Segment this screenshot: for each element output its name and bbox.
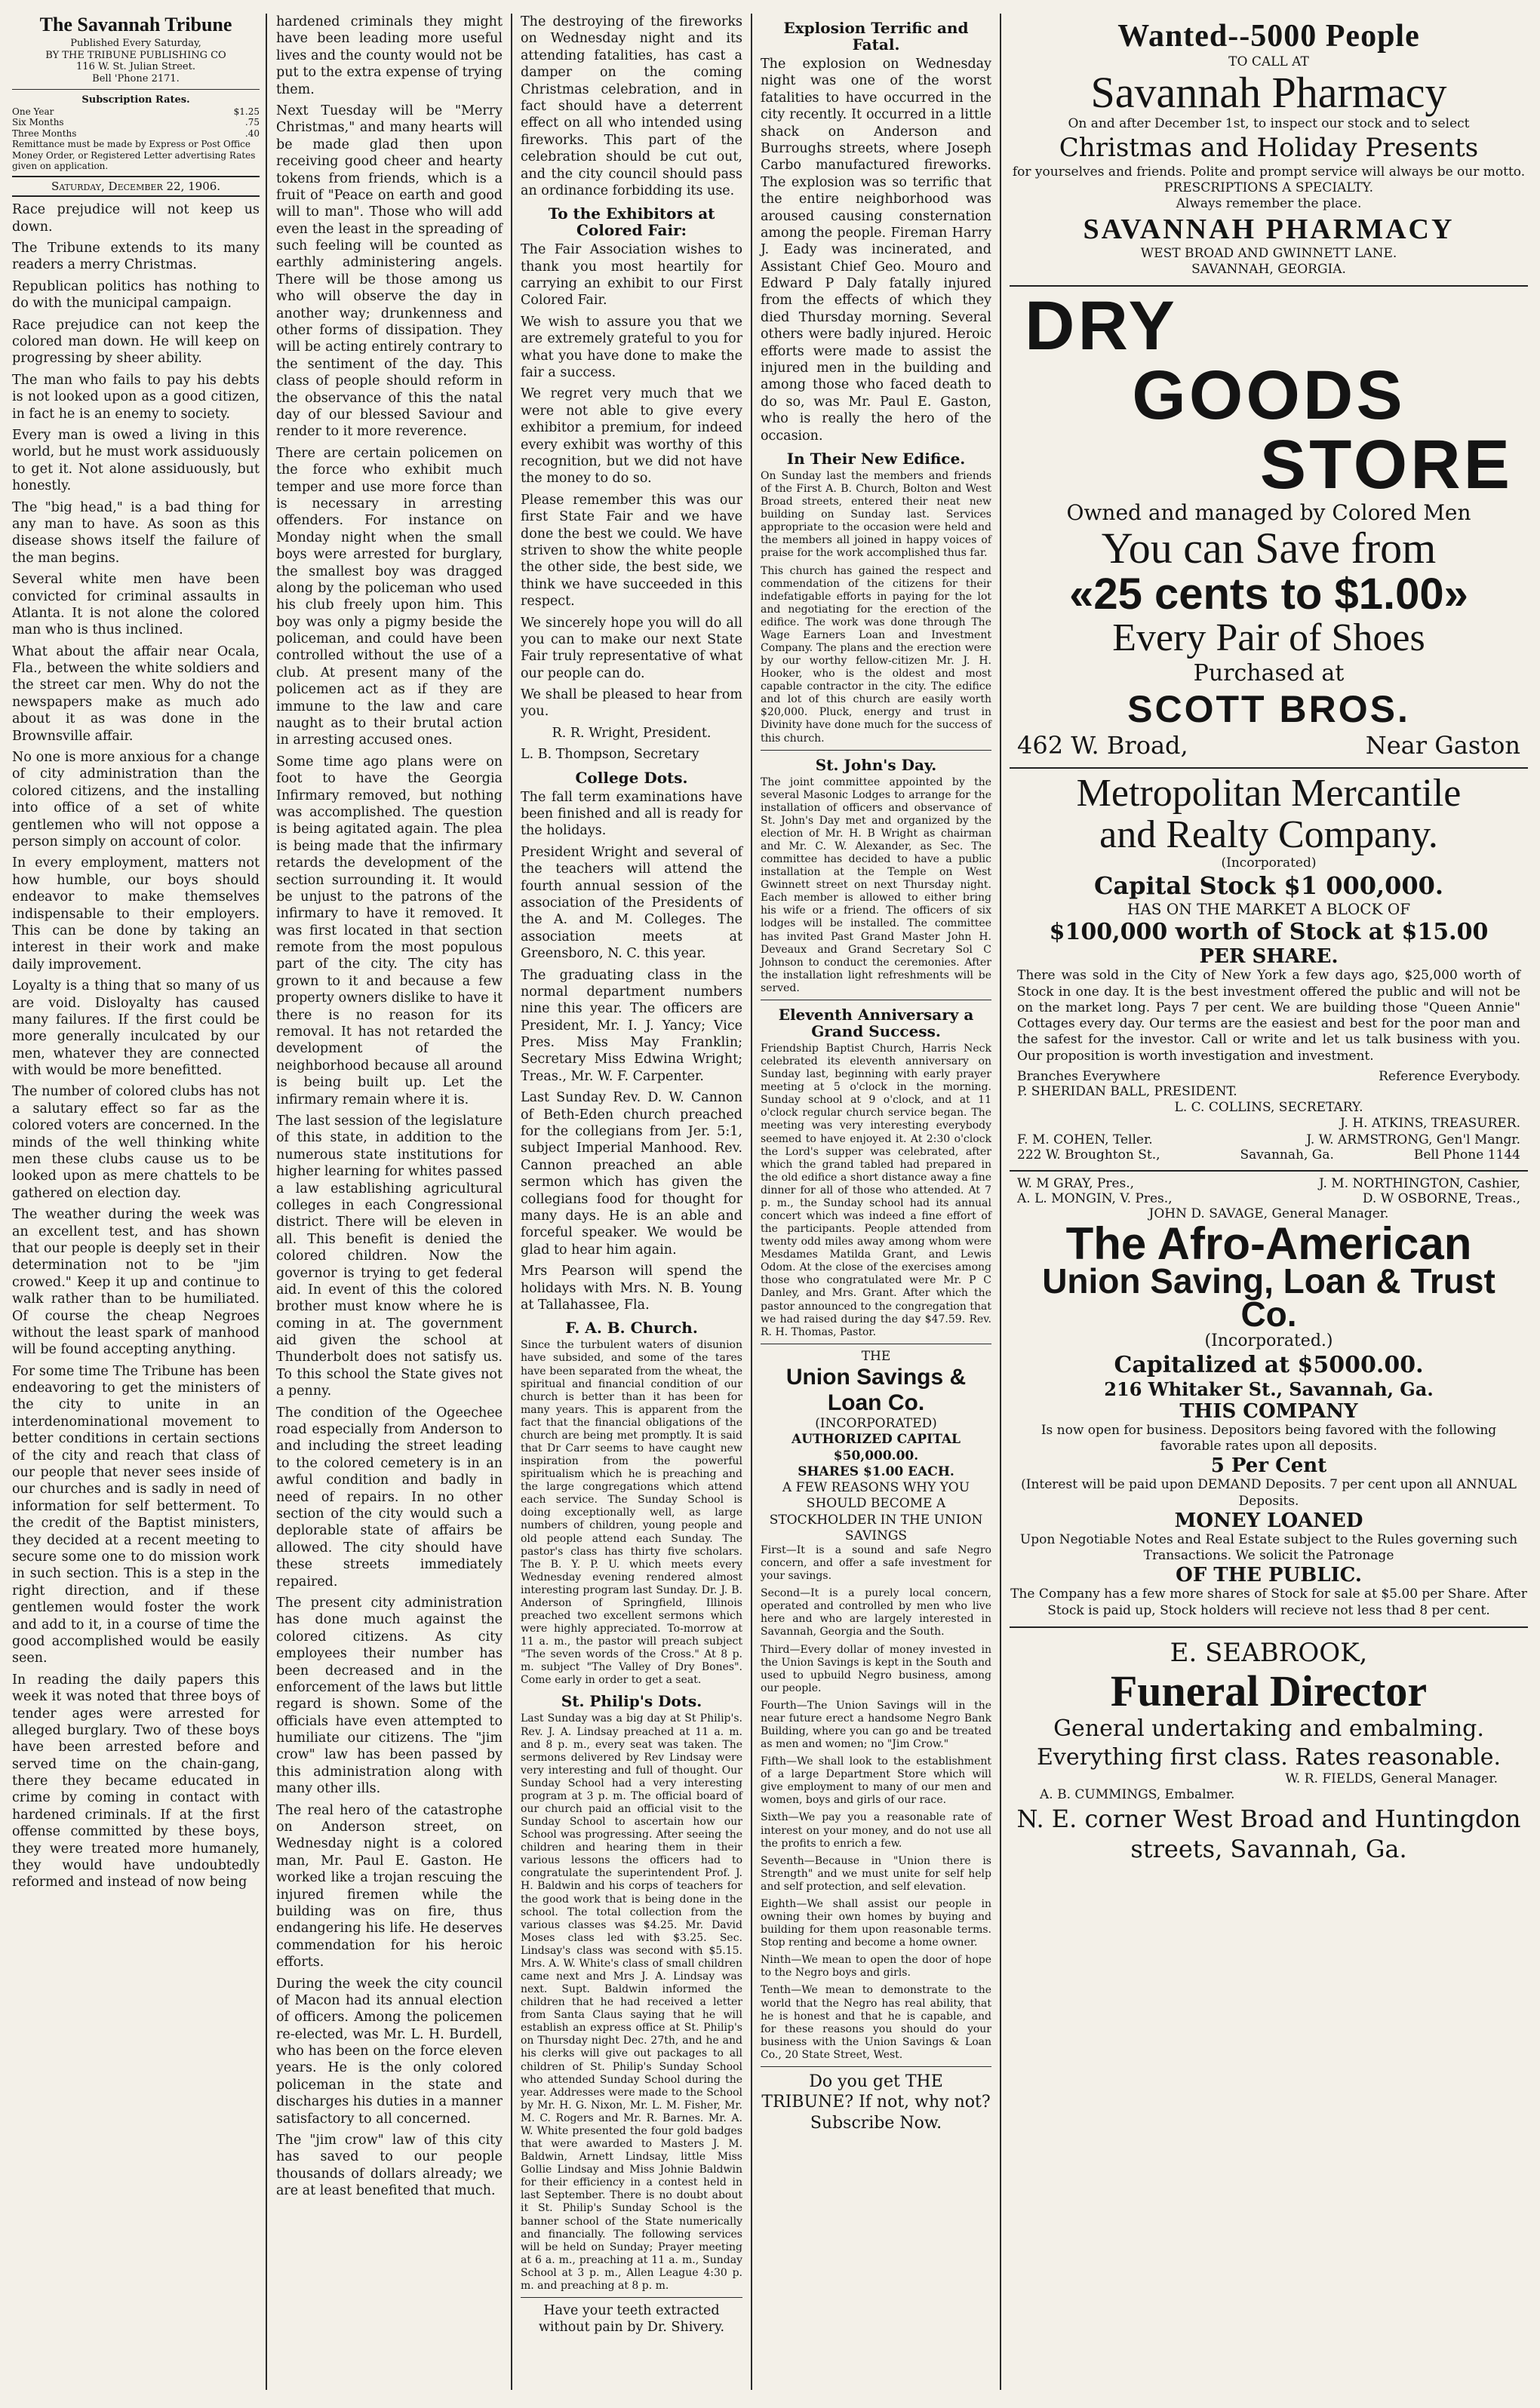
paragraph: No one is more anxious for a change of city administration than the colored citizens, and the installing into office of a set of white gentlemen who will not oppose a person simply on account of color. bbox=[12, 750, 260, 849]
metro-reference: Reference Everybody. bbox=[1379, 1068, 1520, 1084]
paragraph: The present city administration has done much against the colored citizens. As city employees their number has been decreased and in the enforcement of the laws but little regard is shown. Some of the officials have even attempted to humiliate our citizens. The "jim crow" law has been passed by this administration along with many other ills. bbox=[276, 1595, 503, 1797]
paragraph: On Sunday last the members and friends of the First A. B. Church, Bolton and West Broad streets, entered their neat new building on Sunday last. Services appropriate to the occasion were held and the members all joined in happy voices of praise for the work accomplished thus far. bbox=[761, 469, 991, 560]
union-reasons: A FEW REASONS WHY YOU SHOULD BECOME A STOCKHOLDER IN THE UNION SAVINGS bbox=[769, 1480, 983, 1543]
funeral-ad bbox=[1010, 1628, 1528, 1864]
scott-bros: SCOTT BROS. bbox=[1127, 688, 1410, 731]
metro-treasurer: J. H. ATKINS, TREASURER. bbox=[1340, 1116, 1520, 1132]
divider bbox=[521, 2297, 742, 2298]
union-name: Union Savings & Loan Co. bbox=[785, 1365, 967, 1415]
small-print-block bbox=[521, 1339, 742, 1687]
paragraph: The Fair Association wishes to thank you most heartily for carrying an exhibit to our First Colored Fair. bbox=[521, 242, 742, 309]
signature: R. R. Wright, President. bbox=[552, 725, 712, 741]
dry-save: You can Save from bbox=[1101, 524, 1437, 573]
funeral-name: E. SEABROOK, bbox=[1170, 1637, 1368, 1668]
small-print-block bbox=[761, 470, 991, 745]
divider bbox=[761, 750, 991, 751]
funeral-embalmer: A. B. CUMMINGS, Embalmer. bbox=[1040, 1787, 1235, 1803]
afro-officer: JOHN D. SAVAGE, General Manager. bbox=[1148, 1206, 1389, 1221]
dry-address: 462 W. Broad, bbox=[1017, 731, 1188, 760]
pharmacy-line: On and after December 1st, to inspect our stock and to select bbox=[1068, 116, 1470, 132]
metro-title-1: Metropolitan Mercantile bbox=[1076, 772, 1462, 815]
metro-title-2: and Realty Company. bbox=[1099, 812, 1438, 856]
paragraph: Please remember this was our first State Fair and we have done the best we could. We have striven to show the white people the other side, the best side, we think we have succeeded in this respect. bbox=[521, 492, 742, 610]
column-2 bbox=[269, 14, 510, 2397]
paragraph: Friendship Baptist Church, Harris Neck celebrated its eleventh anniversary on Sunday last, beginning with early prayer meeting at 5 o'clock in the morning. Sunday school at 9 o'clock, and at 11 o'clock regular church service began. The meeting was very interesting everybody seemed to have enjoyed it. At 2:30 o'clock the Lord's supper was celebrated, after which the grand tabled had prepared in the old edifice a short distance away a fine dinner for all of those who attended. At 7 p. m., the Sunday school had its annual concert which was indeed a fine effort of the participants. People attended from twenty odd miles away among whom were Mesdames Matilda Grant, and Lewis Odom. At the close of the exercises among those who congratulated were Mr. P C Danley, and Mrs. Grant. After which the pastor announced to the congregation that we had raised during the day $47.59. Rev. R. H. Thomas, Pastor. bbox=[761, 1042, 991, 1338]
afro-officers-row bbox=[1010, 1176, 1528, 1191]
metro-secretary: L. C. COLLINS, SECRETARY. bbox=[1174, 1100, 1363, 1116]
article-heading: F. A. B. Church. bbox=[565, 1319, 698, 1338]
afro-shares: The Company has a few more shares of Stock for sale at $5.00 per Share. After Stock is paid up, Stock holders will recieve not less thad 8 per cent. bbox=[1010, 1586, 1527, 1618]
union-savings-ad bbox=[761, 1349, 991, 1544]
funeral-line: General undertaking and embalming. bbox=[1053, 1715, 1484, 1743]
afro-rate-note: (Interest will be paid upon DEMAND Deposits. 7 per cent upon all ANNUAL Deposits. bbox=[1021, 1477, 1517, 1509]
article-heading: College Dots. bbox=[575, 768, 688, 787]
paragraph: The last session of the legislature of this state, in addition to the numerous state institutions for higher learning for whites passed a law establishing agricultural colleges in each Congressional district. There will be eleven in all. This benefit is denied the colored children. Now the governor is trying to get federal aid. In event of this the colored brother must know where he is coming in at. The government aid given the school at Thunderbolt does not satisfy us. To this school the State gives not a penny. bbox=[276, 1113, 503, 1399]
small-print-block bbox=[521, 1712, 742, 2293]
paragraph: President Wright and several of the teachers will attend the fourth annual session of the association of the Presidents of the A. and M. Colleges. The association meets at Greensboro, N. C. this year. bbox=[521, 844, 742, 962]
paragraph: The Tribune extends to its many readers a merry Christmas. bbox=[12, 241, 260, 273]
paragraph: Loyalty is a thing that so many of us are void. Disloyalty has caused many failures. If the first could be more generally inculcated by our men, whatever they are connected with would be more benefitted. bbox=[12, 978, 260, 1079]
rates-heading: Subscription Rates. bbox=[81, 94, 190, 106]
union-the: THE bbox=[861, 1348, 891, 1364]
list-item: First—It is a sound and safe Negro concern, and offer a safe investment for your savings. bbox=[761, 1544, 991, 1583]
article-heading: St. John's Day. bbox=[815, 755, 937, 774]
column-rule bbox=[1000, 14, 1001, 2390]
list-item: Sixth—We pay you a reasonable rate of interest on your money, and do not use all the profits to enrich a few. bbox=[761, 1811, 991, 1850]
paragraph: We shall be pleased to hear from you. bbox=[521, 687, 742, 720]
afro-officers-row bbox=[1010, 1191, 1528, 1206]
paragraph: Mrs Pearson will spend the holidays with Mrs. N. B. Young at Tallahassee, Fla. bbox=[521, 1264, 742, 1313]
metro-per-share: PER SHARE. bbox=[1199, 945, 1339, 969]
list-item: Ninth—We mean to open the door of hope to the Negro boys and girls. bbox=[761, 1954, 991, 1980]
paragraph: What about the affair near Ocala, Fla., between the white soldiers and the street car men. Why do not the newspapers make as much ado about it as was done in the Brownsville affair. bbox=[12, 643, 260, 744]
pharmacy-presents: Christmas and Holiday Presents bbox=[1059, 133, 1479, 164]
afro-capital: Capitalized at $5000.00. bbox=[1114, 1351, 1424, 1378]
masthead-published: Published Every Saturday, bbox=[70, 38, 201, 49]
metro-manager: J. W. ARMSTRONG, Gen'l Mangr. bbox=[1306, 1132, 1520, 1147]
paragraph: Race prejudice can not keep the colored man down. He will keep on progressing by sheer ability. bbox=[12, 317, 260, 367]
afro-officer: D. W OSBORNE, Treas., bbox=[1362, 1190, 1520, 1206]
wanted-sub: TO CALL AT bbox=[1228, 54, 1309, 69]
dry-address-row bbox=[1010, 731, 1528, 760]
dry-range: «25 cents to $1.00» bbox=[1069, 570, 1468, 619]
paragraph: Several white men have been convicted for criminal assaults in Atlanta. It is not alone the colored man who is thus inclined. bbox=[12, 572, 260, 638]
paragraph: The "jim crow" law of this city has saved to our people thousands of dollars already; we are at least benefited that much. bbox=[276, 2133, 503, 2199]
metro-address-row bbox=[1010, 1147, 1528, 1163]
metropolitan-ad bbox=[1010, 769, 1528, 1172]
paragraph: Next Tuesday will be "Merry Christmas," and many hearts will be made glad then upon receiving good cheer and hearty tokens from friends, which is a fruit of "Peace on earth and good will to man". Those who will add even the least in the spreading of such feeling will be counted as earthly administering angels. There will be those among us who will observe the day in another way; drunkenness and other forms of dissipation. They will be acting entirely contrary to the sentiment of the day. This class of people should reform in the observance of this the natal day of our blessed Saviour and render to it more reverence. bbox=[276, 103, 503, 440]
article-heading: To the Exhibitors at Colored Fair: bbox=[548, 204, 715, 240]
article-heading: Eleventh Anniversary a Grand Success. bbox=[778, 1005, 974, 1040]
list-item: Fourth—The Union Savings will in the near future erect a handsome Negro Bank Building, where you can go and be treated as men and women; no "Jim Crow." bbox=[761, 1699, 991, 1751]
store-word: STORE bbox=[1259, 426, 1513, 504]
paragraph: The real hero of the catastrophe on Anderson street, on Wednesday night is a colored man, Mr. Paul E. Gaston. He worked like a trojan rescuing the injured firemen while the building was on fire, thus endangering his life. He deserves commendation for his heroic efforts. bbox=[276, 1802, 503, 1970]
paragraph: Since the turbulent waters of disunion have subsided, and some of the tares have been separated from the wheat, the spiritual and financial condition of our church is better than it has been for many years. This is apparent from the fact that the financial obligations of the church are being met promptly. It is said that Dr Carr seems to have caught new inspiration from the powerful spiritualism which he is preaching and the large congregations which attend each service. The Sunday School is doing exceptionally well, as large numbers of children, young people and old people attend each Sunday. The pastor's class has thirty five scholars. The B. Y. P. U. which meets every Wednesday evening rendered almost interesting program last Sunday. Dr. J. B. Anderson of Springfield, Illinois preached two excellent sermons which were highly appreciated. To-morrow at 11 a. m., the pastor will preach subject "The seven words of the Cross." At 8 p. m. subject "The Valley of Dry Bones". Come early in order to get a seat. bbox=[521, 1339, 742, 1687]
paragraph: Last Sunday was a big day at St Philip's. Rev. J. A. Lindsay preached at 11 a. m. and 8 p. m., every seat was taken. The sermons delivered by Rev Lindsay were very interesting and full of thought. Our Sunday School had a very interesting program at 3 p. m. The official board of our church paid an official visit to the Sunday School to ascertain how our School was progressing. After seeing the children and hearing them in their various lessons the officers had to congratulate the superintendent Prof. J. H. Baldwin and his corps of teachers for the good work that is being done in the school. The total collection from the various classes was $4.25. Mr. David Moses class led with $3.25. Sec. Lindsay's class was second with $5.15. Mrs. A. W. White's class of small children came next and Mrs J. A. Lindsay was next. Supt. Baldwin informed the children that he had received a letter from Santa Claus saying that he will establish an express office at St. Philip's on Thursday night Dec. 27th, and he and his clerks will give out packages to all children of St. Philip's Sunday School who attended Sunday School during the year. Addresses were made to the School by Mr. H. G. Nixon, Mr. L. M. Fisher, Mr. M. C. Rogers and Mr. R. Barnes. Mr. A. W. White presented the four gold badges that were awarded to Masters J. M. Baldwin, Arnett Lindsay, little Miss Gollie Lindsay and Miss Johnie Baldwin for their efficiency in a contest held in last September. There is no doubt about it St. Philip's Sunday School is the banner school of the State numerically and financially. The following services will be held on Sunday; Prayer meeting at 6 a. m., preaching at 11 a. m., Sunday School at 3 p. m., Allen League 4:30 p. m. and preaching at 8 p. m. bbox=[521, 1712, 742, 2292]
dateline: Saturday, December 22, 1906. bbox=[12, 176, 260, 197]
column-rule bbox=[751, 14, 752, 2390]
paragraph: Last Sunday Rev. D. W. Cannon of Beth-Eden church preached for the collegians from Jer. 5:1, subject Imperial Manhood. Rev. Cannon preached an able sermon which has given the collegians food for thought for many days. He is an able and forceful speaker. We would be glad to hear him again. bbox=[521, 1090, 742, 1258]
paragraph: Some time ago plans were on foot to have the Georgia Infirmary removed, but nothing was accomplished. The question is being agitated again. The plea is being made that the infirmary retards the development of the section surrounding it. It would be unjust to the patrons of the infirmary to have it removed. It was first located in that section remote from the most populous part of the city. The city has grown to it and because a few property owners dislike to have it there is no reason for its removal. It has not retarded the development of the neighborhood because all around is being built up. Let the infirmary remain where it is. bbox=[276, 754, 503, 1107]
funeral-manager: W. R. FIELDS, General Manager. bbox=[1285, 1771, 1498, 1787]
column-rule bbox=[511, 14, 512, 2390]
afro-public: OF THE PUBLIC. bbox=[1176, 1564, 1362, 1587]
dry-pair: Every Pair of Shoes bbox=[1112, 616, 1425, 659]
masthead-phone: Bell 'Phone 2171. bbox=[92, 72, 180, 84]
paragraph: In every employment, matters not how humble, our boys should endeavor to make themselves indispensable to their employers. This can be done by taking an interest in their work and make daily improvement. bbox=[12, 855, 260, 972]
divider bbox=[12, 89, 260, 90]
pharmacy-name-2: SAVANNAH PHARMACY bbox=[1083, 213, 1455, 245]
pharmacy-line: for yourselves and friends. Polite and prompt service will always be our motto. PRESCRIPTIONS A SPECIALTY. bbox=[1012, 164, 1526, 196]
paragraph: This church has gained the respect and commendation of the citizens for their indefatigable efforts in paying for the lot and negotiating for the erection of the edifice. The work was done through The Wage Earners Loan and Investment Company. The plans and the erection were by our worthy fellow-citizen Mr. J. H. Hooker, who is the oldest and most capable contractor in the city. The edifice and lot of this church are easily worth $20,000. Pluck, energy and trust in Divinity have done much for the success of this church. bbox=[761, 564, 991, 745]
subscribe-notice: Do you get THE TRIBUNE? If not, why not? Subscribe Now. bbox=[761, 2072, 991, 2133]
list-item: Tenth—We mean to demonstrate to the world that the Negro has real ability, that he is honest and that he is capable, and for these reasons you should do your business with the Union Savings & Loan Co., 20 State Street, West. bbox=[761, 1984, 991, 2061]
metro-address: 222 W. Broughton St., bbox=[1017, 1147, 1160, 1163]
goods-word: GOODS bbox=[1132, 357, 1406, 435]
column-1 bbox=[5, 14, 267, 2397]
afro-title-2: Union Saving, Loan & Trust Co. bbox=[1042, 1261, 1495, 1334]
union-capital: AUTHORIZED CAPITAL $50,000.00. bbox=[792, 1432, 961, 1464]
metro-teller: F. M. COHEN, Teller. bbox=[1017, 1132, 1153, 1147]
pharmacy-line: Always remember the place. bbox=[1176, 196, 1362, 212]
rate-row: One Year $1.25 bbox=[12, 106, 260, 117]
wanted-title: Wanted--5000 People bbox=[1117, 19, 1420, 54]
metro-market: HAS ON THE MARKET A BLOCK OF bbox=[1127, 900, 1411, 919]
dentist-notice: Have your teeth extracted without pain by Dr. Shivery. bbox=[538, 2302, 725, 2336]
small-print-block bbox=[761, 1043, 991, 1339]
article-heading: In Their New Edifice. bbox=[786, 449, 966, 468]
funeral-line: Everything first class. Rates reasonable. bbox=[1036, 1743, 1502, 1771]
dry-goods-ad bbox=[1010, 287, 1528, 769]
paragraph: Republican politics has nothing to do with the municipal campaign. bbox=[12, 278, 260, 312]
rate-row: Six Months .75 bbox=[12, 117, 260, 128]
editorial-paragraphs bbox=[12, 201, 260, 1891]
paragraph: The joint committee appointed by the several Masonic Lodges to arrange for the installation of officers and observance of St. John's Day met and organized by the election of Mr. H. B Wright as chairman and Mr. C. W. Alexander, as Sec. The committee has decided to have a public installation at the Temple on West Gwinnett street on next Thursday night. Each member is allowed to either bring his wife or a friend. The officers of six lodges will be installed. The committee has invited Past Grand Master John H. Deveaux and Grand Secretary Sol C Johnson to conduct the ceremonies. After the installation light refreshments will be served. bbox=[761, 776, 991, 994]
metro-phone: Bell Phone 1144 bbox=[1413, 1147, 1520, 1163]
dry-purchased: Purchased at bbox=[1193, 659, 1345, 686]
paragraph: The condition of the Ogeechee road especially from Anderson to and including the street leading to the colored cemetery is in an awful condition and badly in need of repairs. In no other section of the city would such a deplorable state of affairs be allowed. The city should have these streets immediately repaired. bbox=[276, 1405, 503, 1589]
metro-body: There was sold in the City of New York a few days ago, $25,000 worth of Stock in one day. It is the best investment offered the public and will not be on the market long. Pays 7 per cent. We are building those "Queen Annie" Cottages every day. Our terms are the easiest and best for the poor man and the safest for the investor. Call or write and let us talk business with you. Our proposition is worth investigation and investment. bbox=[1017, 968, 1520, 1064]
masthead-title: The Savannah Tribune bbox=[39, 14, 232, 35]
remittance-note: Remittance must be made by Express or Post Office Money Order, or Registered Letter advertising Rates given on application. bbox=[12, 139, 256, 171]
dry-owned: Owned and managed by Colored Men bbox=[1066, 500, 1471, 526]
paragraph: There are certain policemen on the force who exhibit much temper and use more force than is necessary in arresting offenders. For instance on Monday night when the small boys were arrested for burglary, the smallest boy was dragged along by the policeman who used his club freely upon him. This boy was only a pigmy beside the policeman, and could have been controlled without the use of a club. At present many of the policemen act as if they are immune to the law and care naught as to their brutal action in arresting accused ones. bbox=[276, 445, 503, 748]
paragraph: Every man is owed a living in this world, but he must work assiduously to get it. Not alone assiduously, but honestly. bbox=[12, 428, 260, 494]
afro-money-loaned: MONEY LOANED bbox=[1174, 1509, 1363, 1532]
paragraph: We wish to assure you that we are extremely grateful to you for what you have done to make the fair a success. bbox=[521, 314, 742, 381]
masthead-publisher: BY THE TRIBUNE PUBLISHING CO bbox=[45, 49, 226, 61]
funeral-address: N. E. corner West Broad and Huntingdon streets, Savannah, Ga. bbox=[1016, 1804, 1521, 1863]
list-item: Third—Every dollar of money invested in the Union Savings is kept in the South and used to upbuild Negro business, among our people. bbox=[761, 1643, 991, 1694]
paragraph: hardened criminals they might have been leading more useful lives and the county would not be put to the extra expense of trying them. bbox=[276, 14, 503, 97]
list-item: Second—It is a purely local concern, operated and controlled by men who live here and who are largely interested in Savannah, Georgia and the South. bbox=[761, 1587, 991, 1639]
rate-row: Three Months .40 bbox=[12, 127, 260, 139]
metro-inc: (Incorporated) bbox=[1221, 855, 1317, 871]
metro-capital: Capital Stock $1 000,000. bbox=[1093, 871, 1444, 901]
list-item: Seventh—Because in "Union there is Strength" and we must unite for self help and self protection, and self elevation. bbox=[761, 1854, 991, 1893]
afro-open: Is now open for business. Depositors being favored with the following favorable rates upon all deposits. bbox=[1040, 1422, 1497, 1454]
article-heading: Explosion Terrific and Fatal. bbox=[783, 19, 969, 54]
paragraph: For some time The Tribune has been endeavoring to get the ministers of the city to unite in an interdenominational movement to better conditions in certain sections of the city and reach that class of our people that never sees inside of our churches and is sadly in need of information for self betterment. To the credit of the Baptist ministers, they decided at a recent meeting to secure some one to do mission work in such section. This is a step in the right direction, and if these gentlemen would foster the work and add to it, in a course of time the good accomplished would be easily seen. bbox=[12, 1363, 260, 1666]
afro-american-ad bbox=[1010, 1172, 1528, 1628]
pharmacy-ad bbox=[1010, 14, 1528, 287]
divider bbox=[761, 2066, 991, 2067]
paragraph: Race prejudice will not keep us down. bbox=[12, 202, 260, 235]
afro-loan: Upon Negotiable Notes and Real Estate subject to the Rules governing such Transactions. We solicit the Patronage bbox=[1019, 1531, 1518, 1564]
afro-title-1: The Afro-American bbox=[1065, 1218, 1472, 1269]
paragraph: The graduating class in the normal department numbers nine this year. The officers are President, Mr. I. J. Yancy; Vice Pres. Miss May Franklin; Secretary Miss Edwina Wright; Treas., Mr. W. F. Carpenter. bbox=[521, 967, 742, 1084]
union-inc: (INCORPORATED) bbox=[815, 1416, 937, 1431]
rates-table bbox=[12, 106, 260, 139]
paragraph: In reading the daily papers this week it was noted that three boys of tender ages were arrested for alleged burglary. Two of these boys have been arrested before and served time on the chain-gang, there they became educated in crime by coming in contact with hardened criminals. If at the first offense committed by these boys, they were treated more humanely, they would have undoubtedly reformed and instead of now being bbox=[12, 1672, 260, 1890]
article-heading: St. Philip's Dots. bbox=[561, 1692, 702, 1711]
dry-word: DRY bbox=[1025, 287, 1178, 365]
metro-president: P. SHERIDAN BALL, PRESIDENT. bbox=[1017, 1083, 1237, 1099]
metro-branches: Branches Everywhere bbox=[1017, 1068, 1160, 1084]
column-3 bbox=[513, 14, 750, 2397]
paragraph: The fall term examinations have been finished and all is ready for the holidays. bbox=[521, 789, 742, 839]
pharmacy-city: SAVANNAH, GEORGIA. bbox=[1191, 261, 1346, 277]
afro-this-company: THIS COMPANY bbox=[1179, 1399, 1358, 1423]
small-print-block bbox=[761, 776, 991, 995]
paragraph: The weather during the week was an excellent test, and has shown that our people is deeply set in their determination not to be "jim crowed." Keep it up and continue to walk rather than to be humiliated. Of course the cheap Negroes without the least spark of manhood will be found accepting anything. bbox=[12, 1207, 260, 1358]
paragraph: The explosion on Wednesday night was one of the worst fatalities to have occurred in the city recently. It occurred in a little shack on Anderson and Burroughs streets, where Joseph Carbo manufactured fireworks. The explosion was so terrific that the entire neighborhood was aroused causing consternation among the people. Fireman Harry J. Eady was incinerated, and Assistant Chief Geo. Mouro and Edward P Daly fatally injured from the effects of which they died Thursday morning. Several others were badly injured. Heroic efforts were made to assist the injured men in the building and among those who faced death to do so, was Mr. Paul E. Gaston, who is really the hero of the occasion. bbox=[761, 57, 991, 444]
afro-rate: 5 Per Cent bbox=[1210, 1454, 1327, 1478]
afro-inc: (Incorporated.) bbox=[1204, 1331, 1333, 1351]
paragraph: The number of colored clubs has not a salutary effect so far as the colored voters are concerned. In the minds of the well thinking white men these clubs cause us to be looked upon as mere chattels to be gathered on election day. bbox=[12, 1084, 260, 1201]
metro-branches-row bbox=[1010, 1069, 1528, 1084]
union-shares: SHARES $1.00 EACH. bbox=[798, 1464, 954, 1479]
union-reasons-list bbox=[761, 1544, 991, 2062]
paragraph: The "big head," is a bad thing for any man to have. As soon as this disease shows itself the failure of the man begins. bbox=[12, 499, 260, 566]
list-item: Fifth—We shall look to the establishment of a large Department Store which will give employment to many of our men and women, boys and girls of our race. bbox=[761, 1755, 991, 1807]
paragraph: We regret very much that we were not able to give every exhibitor a premium, for indeed every exhibit was worthy of this recognition, but we did not have the money to do so. bbox=[521, 386, 742, 487]
dry-near: Near Gaston bbox=[1365, 731, 1520, 760]
metro-block: $100,000 worth of Stock at $15.00 bbox=[1049, 919, 1489, 946]
pharmacy-address: WEST BROAD AND GWINNETT LANE. bbox=[1140, 245, 1397, 261]
list-item: Eighth—We shall assist our people in owning their own homes by buying and building for them upon reasonable terms. Stop renting and become a home owner. bbox=[761, 1897, 991, 1949]
funeral-title: Funeral Director bbox=[1110, 1666, 1428, 1716]
afro-officer: J. M. NORTHINGTON, Cashier, bbox=[1318, 1175, 1520, 1191]
paragraph: We sincerely hope you will do all you can to make our next State Fair truly representative of what our people can do. bbox=[521, 615, 742, 681]
metro-city: Savannah, Ga. bbox=[1240, 1147, 1334, 1163]
paragraph: During the week the city council of Macon had its annual election of officers. Among the policemen re-elected, was Mr. L. H. Burdell, who has been on the force eleven years. He is the only colored policeman in the state and discharges his duties in a manner satisfactory to all concerned. bbox=[276, 1976, 503, 2127]
afro-officer: A. L. MONGIN, V. Pres., bbox=[1017, 1190, 1173, 1206]
afro-officer: W. M GRAY, Pres., bbox=[1017, 1175, 1135, 1191]
ads-column bbox=[1002, 14, 1535, 2397]
masthead-address: 116 W. St. Julian Street. bbox=[76, 61, 195, 73]
signature: L. B. Thompson, Secretary bbox=[521, 747, 699, 763]
pharmacy-name: Savannah Pharmacy bbox=[1090, 68, 1447, 118]
paragraph: The destroying of the fireworks on Wednesday night and its attending fatalities, has cast a damper on the coming Christmas celebration, and in fact should have a deterrent effect on all who intended using fireworks. This part of the celebration should be cut out, and the city council should pass an ordinance forbidding its use. bbox=[521, 14, 742, 198]
afro-address: 216 Whitaker St., Savannah, Ga. bbox=[1104, 1378, 1434, 1400]
paragraph: The man who fails to pay his debts is not looked upon as a good citizen, in fact he is an enemy to society. bbox=[12, 372, 260, 422]
metro-staff-row bbox=[1010, 1132, 1528, 1147]
column-4 bbox=[753, 14, 999, 2397]
